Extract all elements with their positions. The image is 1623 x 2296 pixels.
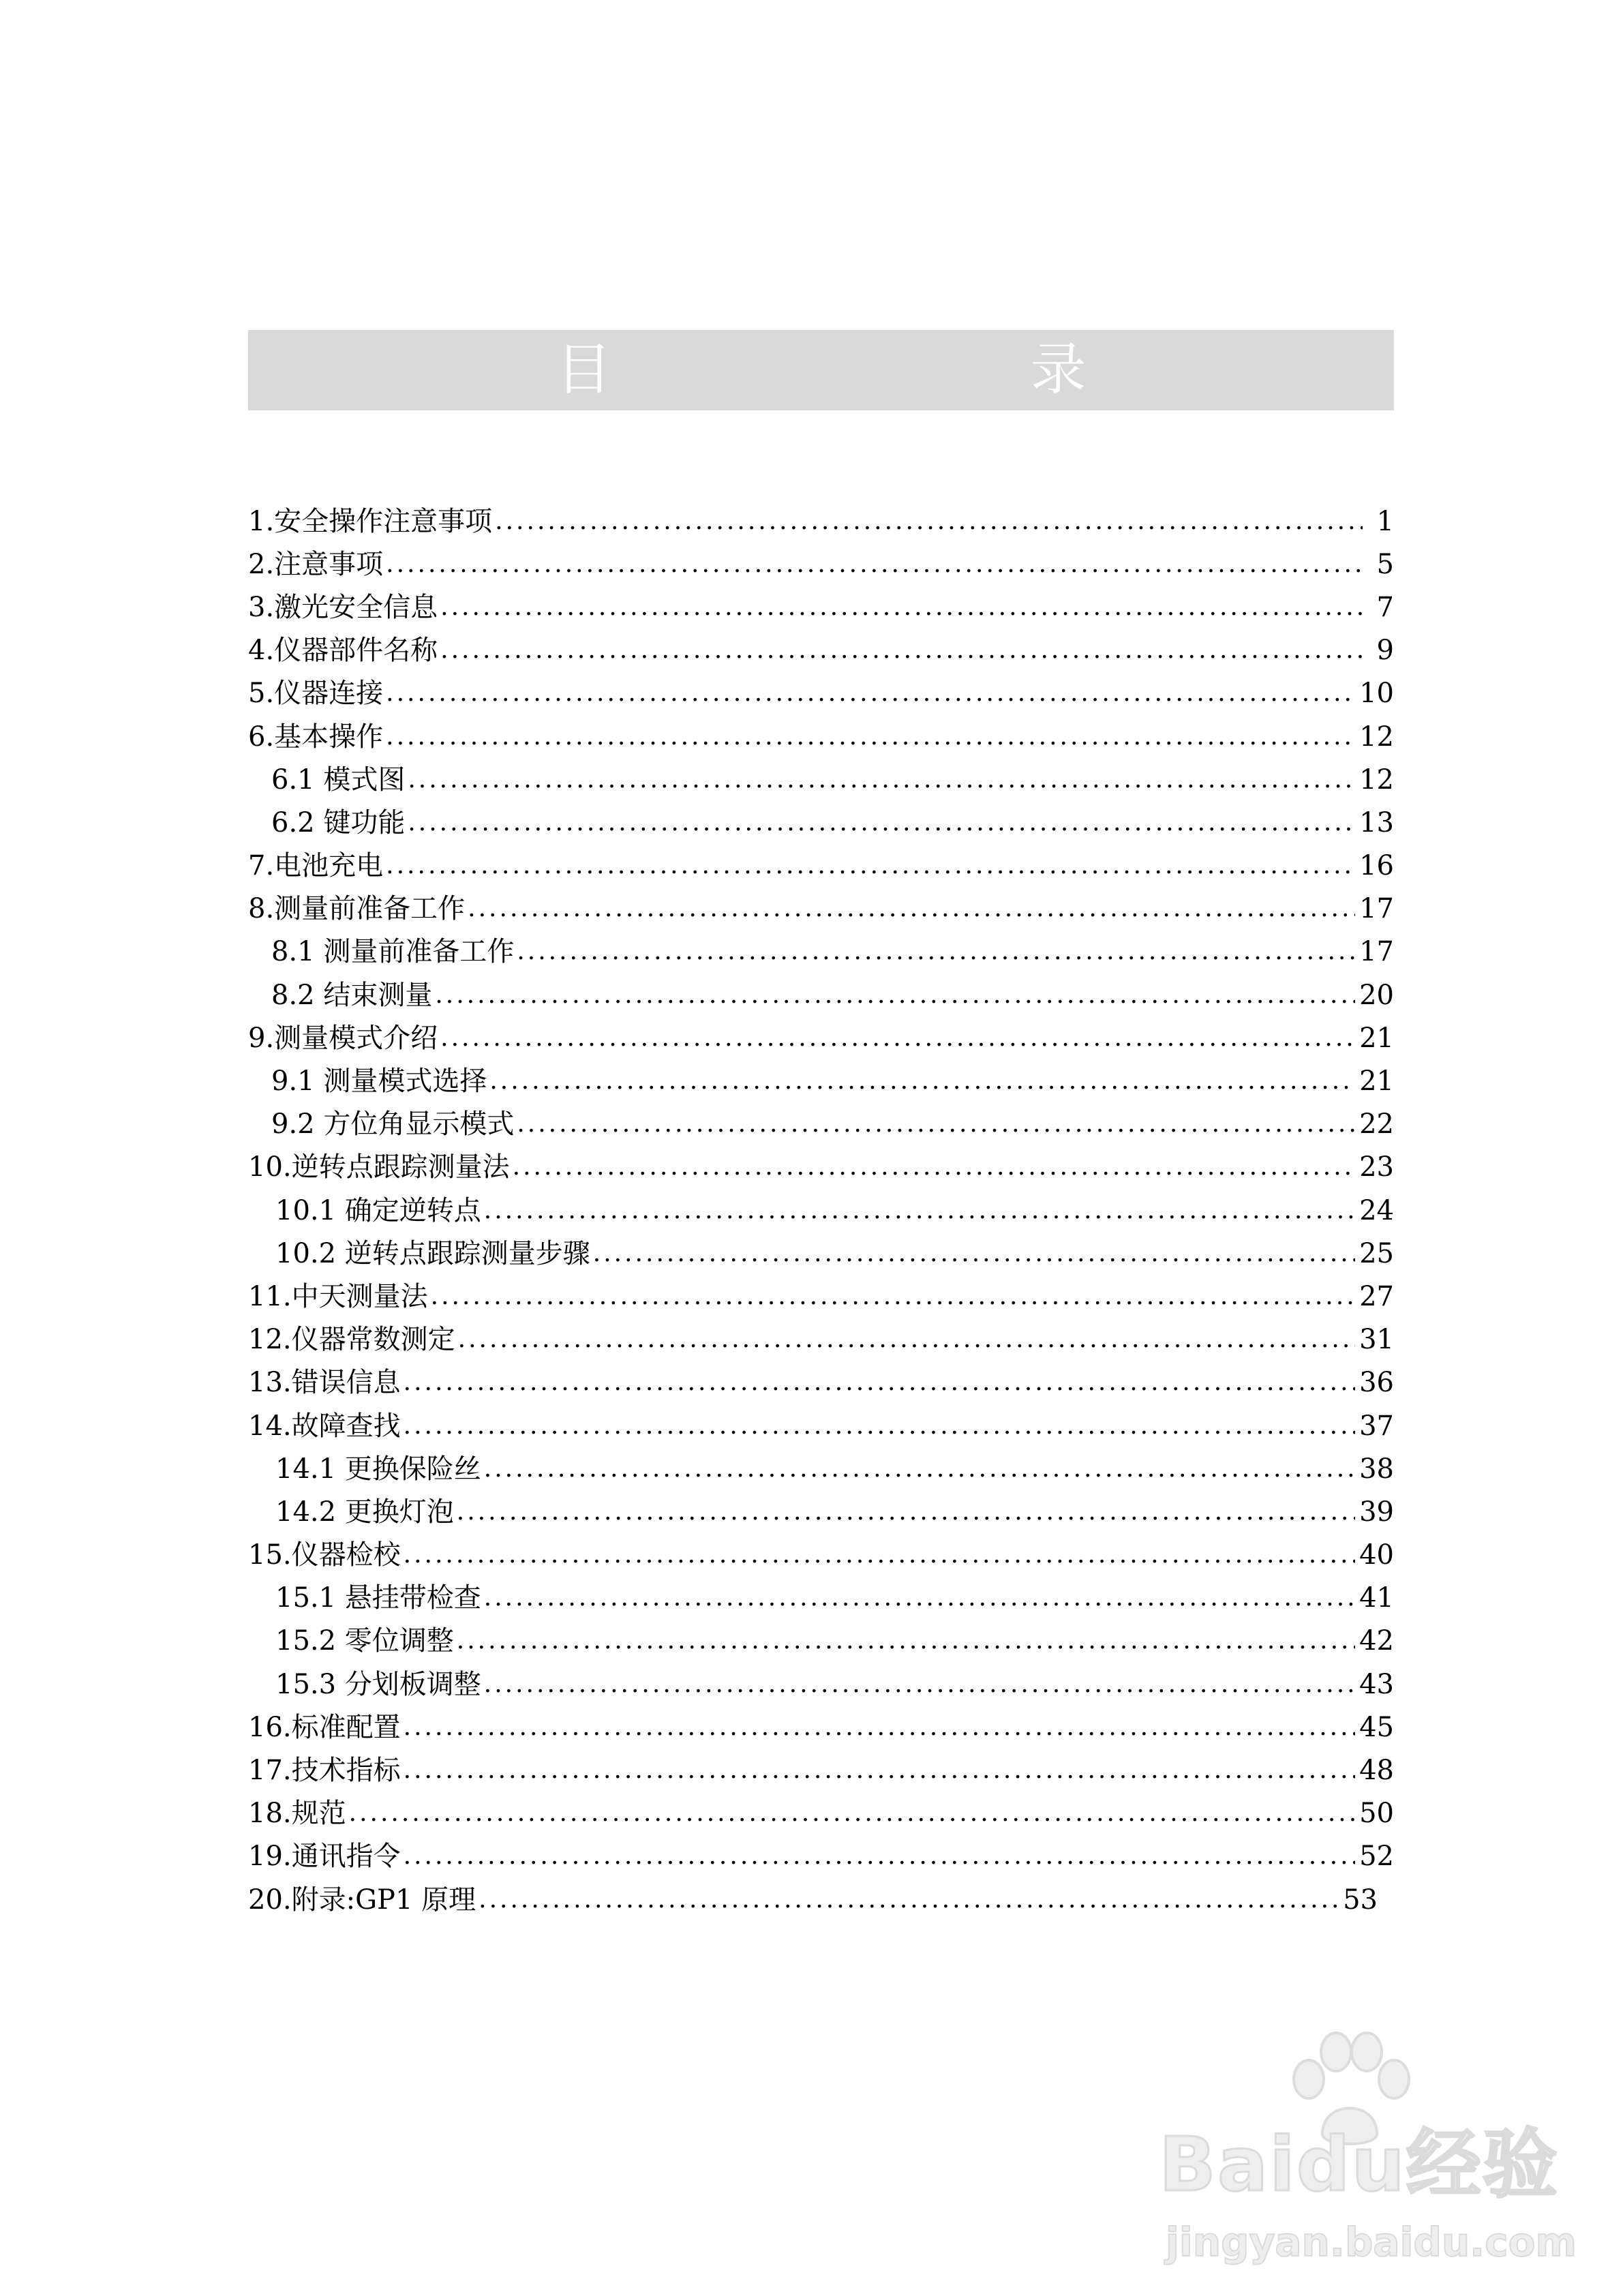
toc-entry-page-number: 12	[1359, 721, 1394, 753]
toc-entry-label: 6.2 键功能	[271, 806, 406, 839]
toc-entry-label: 5.仪器连接	[248, 678, 384, 710]
toc-entry[interactable]	[248, 586, 1394, 629]
toc-entry-page-number: 43	[1359, 1668, 1394, 1700]
toc-entry-page-number: 39	[1359, 1496, 1394, 1528]
toc-entry-label: 9.测量模式介绍	[248, 1022, 438, 1054]
toc-entry-label: 18.规范	[248, 1798, 346, 1830]
toc-entry-page-number: 16	[1359, 850, 1394, 882]
toc-dot-leader	[457, 1629, 1355, 1653]
toc-entry-page-number: 41	[1359, 1582, 1394, 1614]
toc-entry[interactable]	[248, 1835, 1394, 1878]
toc-entry-page-number: 17	[1359, 936, 1394, 968]
toc-entry-label: 3.激光安全信息	[248, 591, 438, 623]
toc-entry-page-number: 22	[1359, 1108, 1394, 1141]
toc-dot-leader	[484, 1672, 1355, 1697]
toc-entry[interactable]	[248, 1792, 1394, 1835]
toc-entry-label: 12.仪器常数测定	[248, 1324, 455, 1356]
toc-entry[interactable]	[248, 715, 1394, 758]
toc-entry[interactable]	[248, 629, 1394, 672]
toc-entry-page-number: 45	[1359, 1711, 1394, 1743]
toc-entry-label: 8.测量前准备工作	[248, 893, 466, 925]
watermark	[1159, 2031, 1577, 2277]
toc-title-bar	[248, 330, 1394, 410]
toc-entry[interactable]	[248, 973, 1394, 1016]
toc-dot-leader	[440, 1026, 1355, 1051]
toc-entry[interactable]	[248, 1103, 1394, 1146]
toc-dot-leader	[408, 811, 1355, 835]
toc-entry-label: 14.2 更换灯泡	[275, 1496, 454, 1528]
toc-entry[interactable]	[248, 1059, 1394, 1102]
toc-dot-leader	[349, 1801, 1355, 1826]
toc-dot-leader	[440, 595, 1363, 620]
toc-entry-label: 8.2 结束测量	[271, 979, 433, 1011]
toc-dot-leader	[404, 1715, 1355, 1740]
toc-entry[interactable]	[248, 1318, 1394, 1361]
toc-entry-label: 6.1 模式图	[271, 764, 406, 796]
toc-entry-page-number: 52	[1359, 1841, 1394, 1873]
toc-dot-leader	[408, 768, 1355, 792]
toc-dot-leader	[513, 1155, 1355, 1179]
toc-entry-label: 19.通讯指令	[248, 1841, 401, 1873]
toc-entry-page-number: 5	[1376, 548, 1394, 580]
toc-dot-leader	[479, 1888, 1339, 1912]
toc-entry[interactable]	[248, 758, 1394, 801]
toc-entry[interactable]	[248, 1577, 1394, 1620]
toc-entry-label: 13.错误信息	[248, 1367, 401, 1399]
toc-entry-page-number: 31	[1359, 1324, 1394, 1356]
toc-entry-label: 15.2 零位调整	[275, 1625, 454, 1657]
toc-dot-leader	[495, 509, 1363, 534]
toc-entry-label: 9.1 测量模式选择	[271, 1066, 487, 1098]
toc-dot-leader	[404, 1370, 1355, 1395]
toc-dot-leader	[404, 1414, 1355, 1438]
toc-entry-label: 4.仪器部件名称	[248, 635, 438, 667]
toc-entry[interactable]	[248, 1749, 1394, 1792]
toc-dot-leader	[435, 983, 1355, 1008]
toc-dot-leader	[431, 1284, 1355, 1309]
toc-entry-label: 7.电池充电	[248, 850, 384, 882]
toc-dot-leader	[457, 1500, 1355, 1524]
toc-entry-page-number: 25	[1359, 1237, 1394, 1269]
toc-entry-label: 15.仪器检校	[248, 1539, 401, 1571]
toc-entry-page-number: 12	[1359, 764, 1394, 796]
table-of-contents	[248, 500, 1394, 1921]
toc-dot-leader	[468, 896, 1355, 921]
toc-entry[interactable]	[248, 801, 1394, 844]
toc-entry[interactable]	[248, 672, 1394, 715]
toc-dot-leader	[404, 1543, 1355, 1567]
toc-entry-page-number: 17	[1359, 893, 1394, 925]
toc-dot-leader	[386, 725, 1355, 749]
watermark-url: jingyan.baidu.com	[1166, 2219, 1577, 2265]
toc-dot-leader	[489, 1069, 1355, 1093]
toc-entry-page-number: 23	[1359, 1151, 1394, 1183]
toc-entry[interactable]	[248, 543, 1394, 586]
toc-entry-label: 1.安全操作注意事项	[248, 505, 493, 537]
toc-entry-label: 10.1 确定逆转点	[275, 1194, 481, 1226]
toc-entry[interactable]	[248, 1534, 1394, 1577]
toc-dot-leader	[484, 1457, 1355, 1481]
toc-entry[interactable]	[248, 1663, 1394, 1706]
toc-entry[interactable]	[248, 1189, 1394, 1232]
toc-entry[interactable]	[248, 1016, 1394, 1059]
toc-entry[interactable]	[248, 1620, 1394, 1663]
toc-entry-label: 14.1 更换保险丝	[275, 1453, 481, 1485]
toc-entry-label: 11.中天测量法	[248, 1280, 428, 1312]
toc-entry-page-number: 13	[1359, 806, 1394, 839]
toc-entry[interactable]	[248, 1232, 1394, 1275]
toc-entry-label: 16.标准配置	[248, 1711, 401, 1743]
toc-entry[interactable]	[248, 500, 1394, 543]
toc-entry-page-number: 48	[1359, 1755, 1394, 1787]
toc-entry-page-number: 50	[1359, 1798, 1394, 1830]
toc-entry-label: 15.3 分划板调整	[275, 1668, 481, 1700]
toc-entry-page-number: 36	[1359, 1367, 1394, 1399]
toc-entry-page-number: 20	[1359, 979, 1394, 1011]
toc-entry[interactable]	[248, 1361, 1394, 1404]
toc-dot-leader	[404, 1844, 1355, 1869]
toc-entry-label: 8.1 测量前准备工作	[271, 936, 515, 968]
toc-entry-page-number: 21	[1359, 1022, 1394, 1054]
toc-dot-leader	[458, 1327, 1355, 1352]
toc-entry-label: 10.逆转点跟踪测量法	[248, 1151, 510, 1183]
toc-entry-label: 15.1 悬挂带检查	[275, 1582, 481, 1614]
toc-entry-page-number: 37	[1359, 1410, 1394, 1442]
toc-entry[interactable]	[248, 1275, 1394, 1318]
toc-entry-label: 14.故障查找	[248, 1410, 401, 1442]
toc-entry[interactable]	[248, 1447, 1394, 1490]
toc-entry-page-number: 10	[1359, 678, 1394, 710]
toc-entry[interactable]	[248, 931, 1394, 973]
toc-dot-leader	[404, 1758, 1355, 1783]
toc-entry-label: 10.2 逆转点跟踪测量步骤	[275, 1237, 590, 1269]
toc-entry-page-number: 40	[1359, 1539, 1394, 1571]
toc-entry-label: 2.注意事项	[248, 548, 384, 580]
toc-dot-leader	[386, 854, 1355, 878]
toc-entry-page-number: 27	[1359, 1280, 1394, 1312]
toc-entry[interactable]	[248, 1404, 1394, 1447]
toc-dot-leader	[593, 1241, 1355, 1266]
toc-entry[interactable]	[248, 845, 1394, 888]
toc-entry[interactable]	[248, 1878, 1394, 1921]
toc-dot-leader	[386, 552, 1363, 577]
toc-entry-page-number: 42	[1359, 1625, 1394, 1657]
toc-entry-page-number: 21	[1359, 1066, 1394, 1098]
toc-entry-page-number: 9	[1376, 635, 1394, 667]
toc-entry[interactable]	[248, 1706, 1394, 1749]
toc-entry-page-number: 53	[1343, 1884, 1378, 1916]
toc-dot-leader	[440, 638, 1363, 663]
toc-entry-page-number: 1	[1376, 505, 1394, 537]
toc-entry-page-number: 38	[1359, 1453, 1394, 1485]
watermark-logo: Baidu经验	[1159, 2121, 1559, 2208]
toc-entry-label: 20.附录:GP1 原理	[248, 1884, 476, 1916]
toc-entry-page-number: 7	[1376, 591, 1394, 623]
toc-entry[interactable]	[248, 1146, 1394, 1189]
toc-dot-leader	[484, 1586, 1355, 1610]
toc-entry-label: 6.基本操作	[248, 721, 384, 753]
toc-dot-leader	[517, 1112, 1355, 1136]
toc-entry-label: 17.技术指标	[248, 1755, 401, 1787]
toc-entry-page-number: 24	[1359, 1194, 1394, 1226]
toc-dot-leader	[386, 681, 1355, 706]
page-title: 目 录	[556, 337, 1189, 402]
toc-dot-leader	[517, 939, 1355, 964]
toc-entry[interactable]	[248, 1490, 1394, 1533]
toc-entry-label: 9.2 方位角显示模式	[271, 1108, 515, 1141]
toc-dot-leader	[484, 1198, 1355, 1223]
toc-entry[interactable]	[248, 888, 1394, 931]
